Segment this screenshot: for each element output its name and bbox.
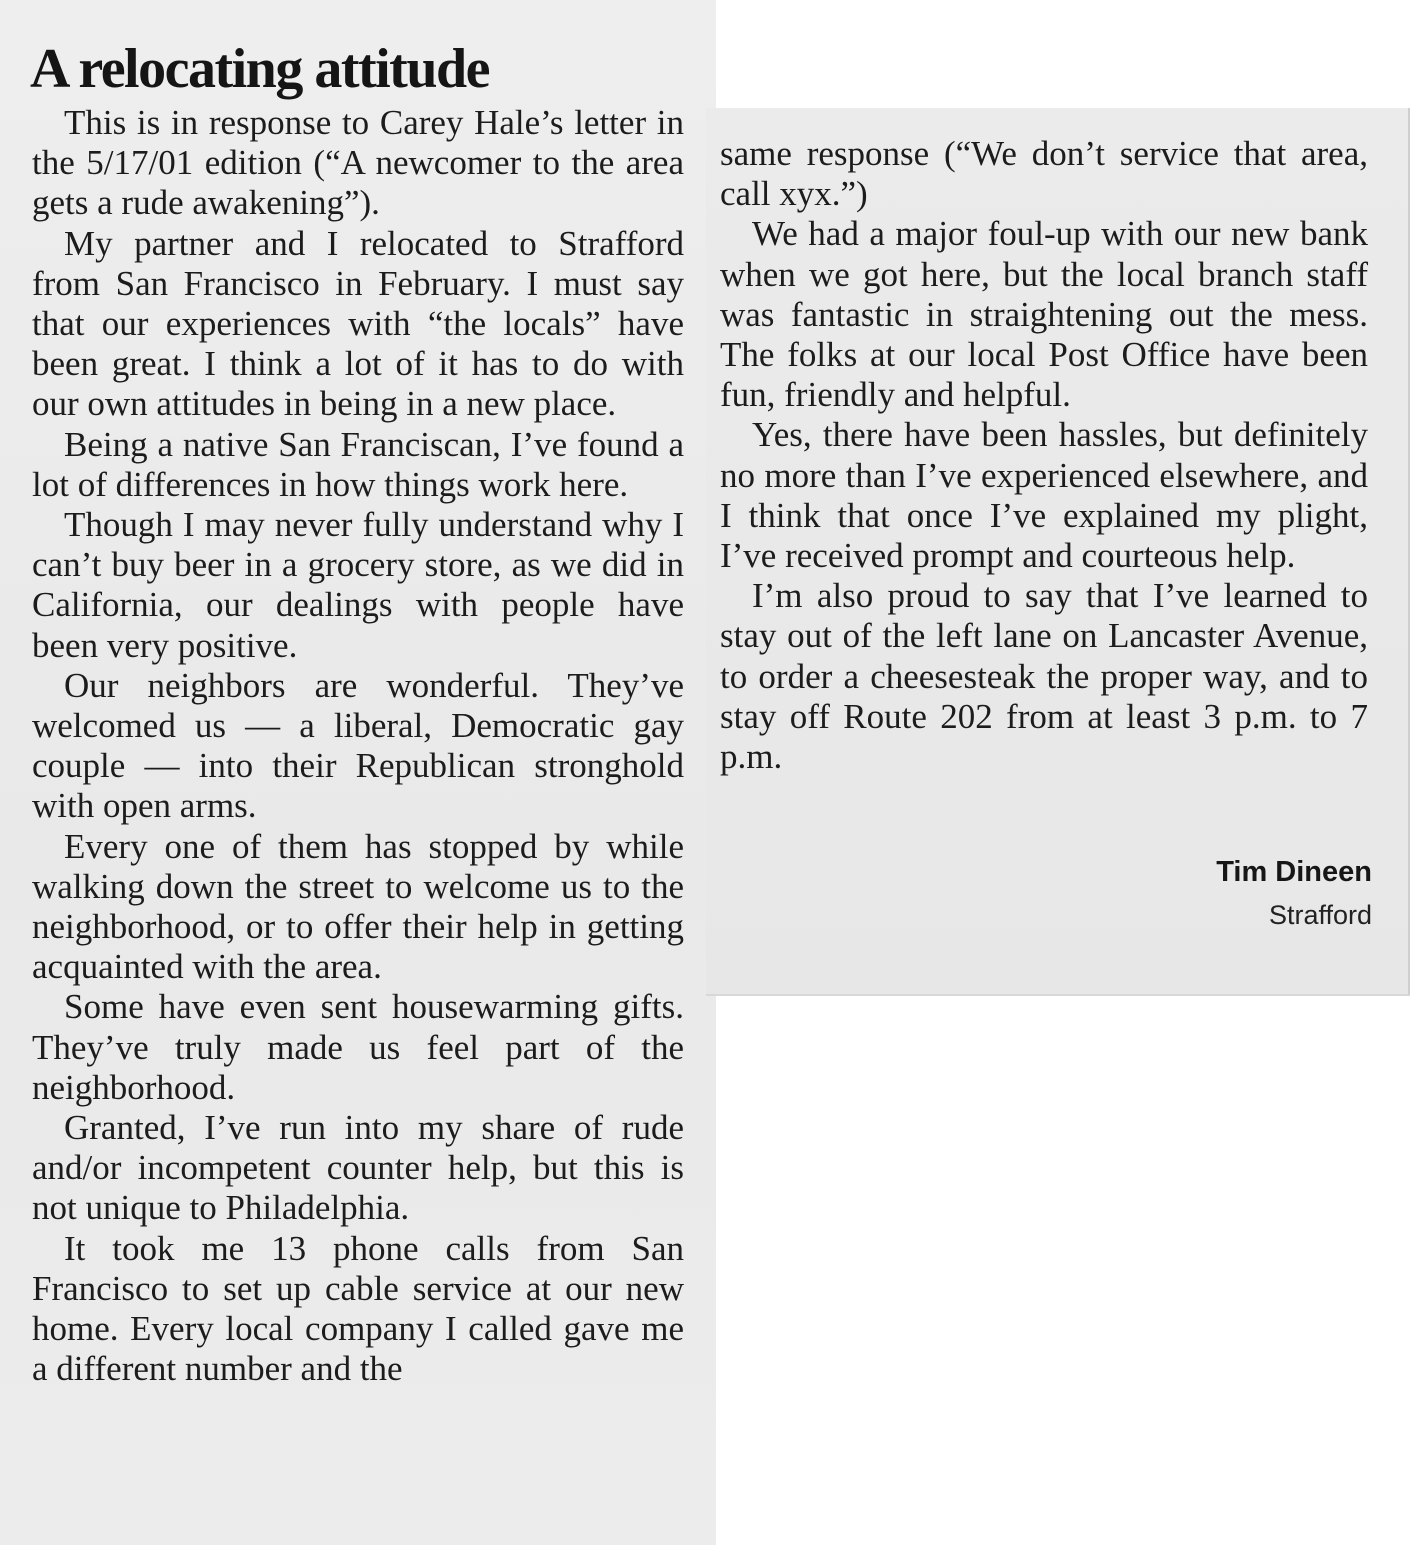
left-column xyxy=(32,103,684,1390)
paragraph: Our neighbors are wonderful. They’ve welcomed us — a liberal, Democratic gay couple — into their Republican stronghold with open arms. xyxy=(32,665,684,826)
paragraph: Though I may never fully understand why I can’t buy beer in a grocery store, as we did in California, our dealings with people have been very positive. xyxy=(32,505,684,665)
signature-name: Tim Dineen xyxy=(1216,856,1372,888)
paragraph: It took me 13 phone calls from San Francisco to set up cable service at our new home. Every local company I called gave me a different number and the xyxy=(32,1228,684,1389)
right-column xyxy=(720,134,1368,777)
paragraph: Granted, I’ve run into my share of rude and/or incompetent counter help, but this is not unique to Philadelphia. xyxy=(32,1108,684,1228)
paragraph: My partner and I relocated to Strafford from San Francisco in February. I must say that our experiences with “the locals” have been great. I think a lot of it has to do with our own attitudes in being in a new place. xyxy=(32,223,684,424)
paragraph: Every one of them has stopped by while walking down the street to welcome us to the neighborhood, or to offer their help in getting acquainted with the area. xyxy=(32,826,684,987)
paragraph-continuation: same response (“We don’t service that area, call xyx.”) xyxy=(720,134,1368,214)
signature-town: Strafford xyxy=(1268,900,1372,930)
paragraph: Yes, there have been hassles, but definitely no more than I’ve experienced elsewhere, and I think that once I’ve explained my plight, I’ve received prompt and courteous help. xyxy=(720,415,1368,576)
headline: A relocating attitude xyxy=(30,38,489,100)
paragraph: Some have even sent housewarming gifts. They’ve truly made us feel part of the neighborhood. xyxy=(32,987,684,1107)
paragraph: Being a native San Franciscan, I’ve found a lot of differences in how things work here. xyxy=(32,424,684,504)
paragraph: I’m also proud to say that I’ve learned to stay out of the left lane on Lancaster Avenue, to order a cheesesteak the proper way, and to stay off Route 202 from at least 3 p.m. to 7 p.m. xyxy=(720,576,1368,777)
paragraph: This is in response to Carey Hale’s letter in the 5/17/01 edition (“A newcomer to the area gets a rude awakening”). xyxy=(32,103,684,223)
paragraph: We had a major foul-up with our new bank when we got here, but the local branch staff was fantastic in straightening out the mess. The folks at our local Post Office have been fun, friendly and helpful. xyxy=(720,214,1368,415)
